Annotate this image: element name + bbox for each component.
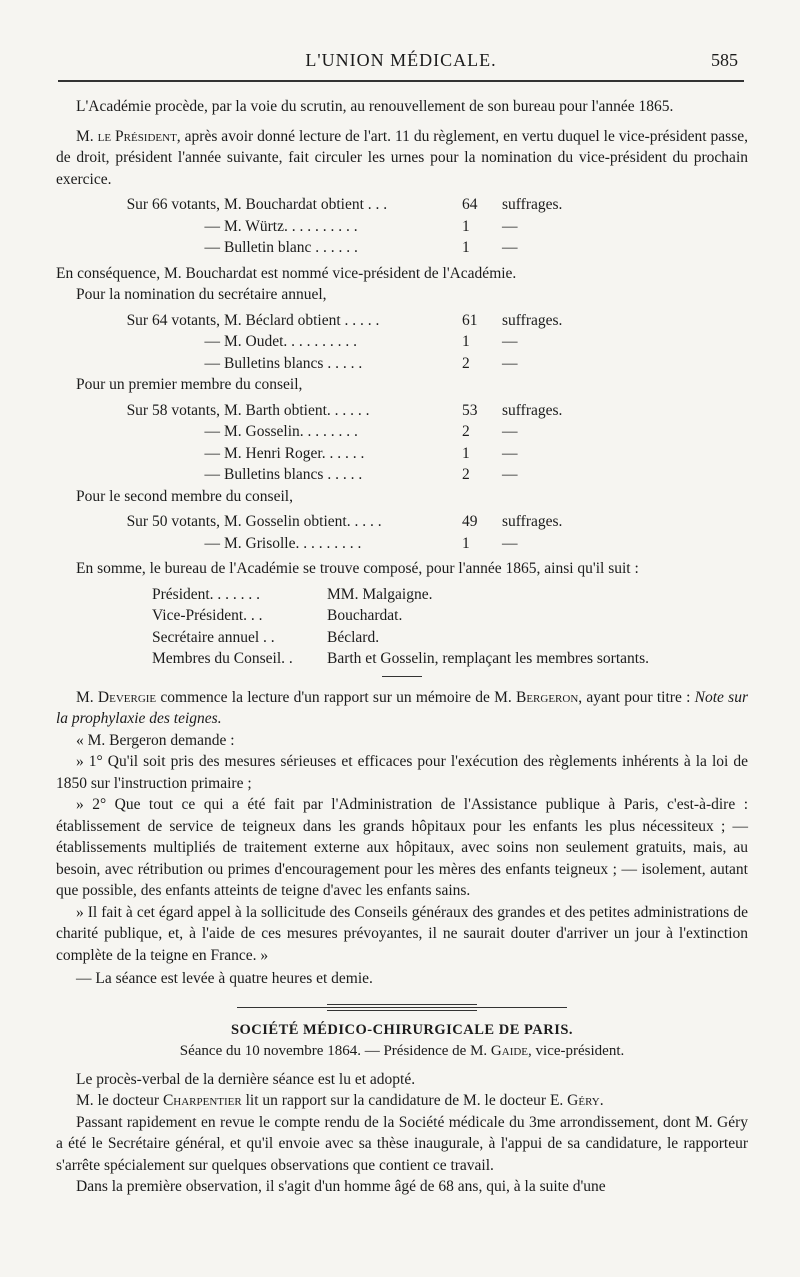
bureau-role: Président. . . . . . . (152, 585, 261, 603)
bureau-row (56, 627, 748, 649)
vote-left: — (204, 466, 220, 483)
vote-suffix: — (502, 466, 518, 483)
vote-left: — (204, 239, 220, 256)
paragraph-compte-rendu: Passant rapidement en revue le compte rendu de la Société médicale du 3me arrondissement, dont M. Géry a été le Secrétaire général, et qu'il envoie avec sa thèse inaugurale, à l'appui de sa candidature, le rapporteur s'arrête spécialement sur quelques observations que contient ce travail. (56, 1113, 748, 1174)
bureau-row (56, 605, 748, 627)
vote-row (56, 310, 748, 332)
paragraph-president (56, 126, 748, 191)
vote-count: 1 (462, 217, 470, 235)
vote-count: 2 (462, 466, 470, 483)
vote-suffix: suffrages. (502, 513, 563, 530)
vote-row (56, 421, 748, 443)
bureau-role: Vice-Président. . . (152, 607, 263, 624)
text-span: Séance du 10 novembre 1864. — Présidence de M. (179, 1043, 491, 1059)
vote-table-conseil-2 (56, 511, 748, 554)
vote-name: M. Gosselin obtient. . . . . (224, 513, 382, 530)
society-heading: SOCIÉTÉ MÉDICO-CHIRURGICALE DE PARIS. (230, 1021, 574, 1038)
paragraph-charpentier (56, 1090, 748, 1112)
vote-name: M. Béclard obtient . . . . . (224, 311, 380, 329)
vote-row (56, 194, 748, 216)
president-name: Gaide (490, 1043, 529, 1059)
vote-left: Sur 50 votants, (126, 513, 220, 530)
bureau-row (56, 584, 748, 606)
vote-row (56, 533, 748, 555)
bureau-member: Béclard. (327, 628, 380, 646)
vote-suffix: — (502, 423, 518, 440)
vote-suffix: — (502, 333, 518, 350)
vote-suffix: — (502, 354, 518, 372)
journal-title: L'UNION MÉDICALE. (305, 50, 497, 70)
paragraph-scrutin: L'Académie procède, par la voie du scrutin, au renouvellement de son bureau pour l'année 1865. (76, 98, 674, 115)
speaker-name: M. le Président, (76, 127, 181, 145)
vote-count: 1 (462, 534, 470, 552)
paragraph-second-membre: Pour le second membre du conseil, (76, 487, 293, 505)
text-span: M. le docteur (76, 1092, 163, 1109)
vote-count: 49 (462, 513, 478, 530)
vote-row (56, 216, 748, 238)
vote-count: 2 (462, 423, 470, 440)
vote-left: Sur 66 votants, (126, 196, 220, 213)
vote-left: — (204, 217, 220, 235)
paragraph-proces-verbal: Le procès-verbal de la dernière séance est lu et adopté. (76, 1070, 416, 1088)
vote-row (56, 331, 748, 353)
author-name: Bergeron (515, 688, 579, 706)
vote-left: — (204, 354, 220, 372)
vote-count: 1 (462, 239, 470, 256)
paragraph-en-somme: En somme, le bureau de l'Académie se trouve composé, pour l'année 1865, ainsi qu'il suit : (76, 560, 639, 577)
vote-count: 64 (462, 196, 478, 213)
vote-left: — (204, 444, 220, 462)
vote-count: 1 (462, 333, 470, 350)
bureau-list (56, 584, 748, 670)
quote-item-2: » 2° Que tout ce qui a été fait par l'Administration de l'Assistance publique à Paris, c'est-à-dire : établissement de service de teigneux dans les grands hôpitaux pour les enfants les plus nécessiteux ; — établissements multipliés de traitement externe aux hôpitaux, avec soins non seulement gratuits, mais, au besoin, avec rétribution ou primes d'encouragement pour les mères des enfants teigneux ; — isolement, autant que possible, des enfants atteints de teigne d'avec les enfants sains. (56, 796, 748, 899)
paragraph-observation: Dans la première observation, il s'agit d'un homme âgé de 68 ans, qui, à la suite d'une (76, 1178, 606, 1195)
section-divider (382, 676, 422, 677)
seance-line (56, 1041, 748, 1063)
vote-left: Sur 58 votants, (126, 401, 220, 419)
vote-name: Bulletins blancs . . . . . (224, 354, 363, 372)
vote-left: — (204, 534, 220, 552)
vote-left: — (204, 333, 220, 350)
bureau-role: Membres du Conseil. . (152, 650, 293, 667)
vote-suffix: — (502, 444, 518, 462)
vote-name: M. Gosselin. . . . . . . . (224, 423, 358, 440)
session-close: — La séance est levée à quatre heures et demie. (76, 970, 373, 987)
vote-table-vice-president (56, 194, 748, 259)
vote-left: — (204, 423, 220, 440)
header-rule (58, 80, 744, 82)
text-span: , vice-président. (528, 1043, 625, 1059)
bureau-member: Barth et Gosselin, remplaçant les membres sortants. (327, 650, 649, 667)
vote-count: 1 (462, 444, 470, 462)
quote-item-3: » Il fait à cet égard appel à la sollicitude des Conseils généraux des grandes et des petites administrations de charité publique, et, à l'aide de ces mesures prévoyantes, il ne saurait douter d'arriver un jour à l'extinction complète de la teigne en France. » (56, 903, 748, 964)
vote-count: 61 (462, 311, 478, 329)
speaker-name: Devergie (97, 688, 157, 706)
vote-table-secretaire (56, 310, 748, 375)
vote-row (56, 353, 748, 375)
vote-name: M. Bouchardat obtient . . . (224, 196, 388, 213)
vote-name: M. Henri Roger. . . . . . (224, 444, 365, 462)
text-span: commence la lecture d'un rapport sur un mémoire de M. (156, 688, 516, 706)
vote-suffix: — (502, 534, 518, 552)
speaker-name: Charpentier (162, 1092, 242, 1109)
vote-name: M. Oudet. . . . . . . . . . (224, 333, 358, 350)
vote-suffix: — (502, 217, 518, 235)
memoir-title: Note sur la prophylaxie des teignes. (56, 688, 748, 727)
paragraph-premier-membre: Pour un premier membre du conseil, (76, 376, 303, 393)
paragraph-text: après avoir donné lecture de l'art. 11 du règlement, en vertu duquel le vice-président passe, de droit, président l'année suivante, fait circuler les urnes pour la nomination du vice-président du prochain exercice. (56, 127, 748, 188)
vote-count: 2 (462, 354, 470, 372)
paragraph-devergie (56, 687, 748, 730)
candidate-name: E. Géry (549, 1092, 600, 1109)
vote-name: Bulletin blanc . . . . . . (224, 239, 358, 256)
quote-intro: « M. Bergeron demande : (76, 731, 235, 749)
vote-name: M. Würtz. . . . . . . . . . (224, 217, 358, 235)
vote-name: Bulletins blancs . . . . . (224, 466, 363, 483)
text-span: . (599, 1092, 604, 1109)
quote-item-1: » 1° Qu'il soit pris des mesures sérieuses et efficaces pour l'exécution des règlements inhérents à la loi de 1850 sur l'instruction primaire ; (56, 753, 748, 792)
vote-row (56, 400, 748, 422)
vote-suffix: suffrages. (502, 196, 563, 213)
text-span: , ayant pour titre : (578, 688, 695, 706)
ornamental-rule (237, 1002, 567, 1014)
text-span: lit un rapport sur la candidature de M. le docteur (241, 1092, 550, 1109)
running-header (58, 44, 744, 84)
paragraph-secretaire: Pour la nomination du secrétaire annuel, (76, 286, 327, 303)
vote-suffix: suffrages. (502, 311, 563, 329)
article-body (56, 96, 748, 1198)
vote-name: M. Grisolle. . . . . . . . . (224, 534, 362, 552)
bureau-member: Bouchardat. (327, 607, 403, 624)
vote-suffix: suffrages. (502, 401, 563, 419)
paragraph-consequence: En conséquence, M. Bouchardat est nommé vice-président de l'Académie. (56, 264, 517, 282)
vote-row (56, 237, 748, 259)
vote-name: M. Barth obtient. . . . . . (224, 401, 370, 419)
bureau-member: MM. Malgaigne. (327, 585, 433, 603)
vote-count: 53 (462, 401, 478, 419)
page-number: 585 (711, 50, 738, 70)
text-span: M. (76, 688, 98, 706)
vote-row (56, 511, 748, 533)
vote-row (56, 464, 748, 486)
bureau-role: Secrétaire annuel . . (152, 628, 275, 646)
vote-left: Sur 64 votants, (126, 311, 220, 329)
bureau-row (56, 648, 748, 670)
vote-suffix: — (502, 239, 518, 256)
vote-row (56, 443, 748, 465)
vote-table-conseil-1 (56, 400, 748, 486)
